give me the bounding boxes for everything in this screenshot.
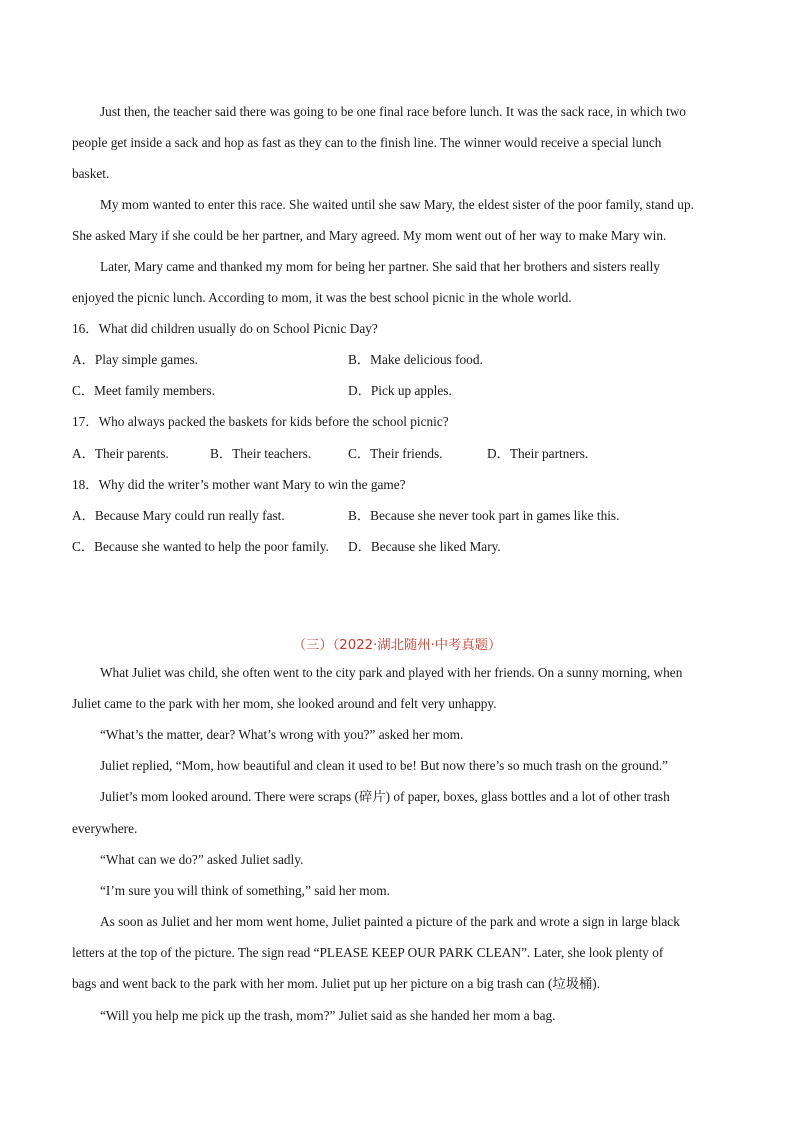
- answer-option: D．Their partners.: [487, 446, 589, 461]
- answer-option: A．Because Mary could run really fast.: [72, 508, 285, 523]
- question-stem: 17．Who always packed the baskets for kids before the school picnic?: [72, 414, 449, 429]
- section-heading: （三）（2022·湖北随州·中考真题）: [292, 638, 502, 653]
- passage-paragraph-line: people get inside a sack and hop as fast as they can to the finish line. The winner would receive a special lunch: [72, 135, 662, 150]
- passage-paragraph-line: My mom wanted to enter this race. She waited until she saw Mary, the eldest sister of the poor family, stand up.: [100, 197, 694, 212]
- passage-line: “What can we do?” asked Juliet sadly.: [100, 852, 304, 867]
- passage-paragraph-line: enjoyed the picnic lunch. According to mom, it was the best school picnic in the whole world.: [72, 290, 572, 305]
- answer-option: D．Because she liked Mary.: [348, 539, 501, 554]
- passage-line: “I’m sure you will think of something,” said her mom.: [100, 883, 390, 898]
- answer-option: B．Because she never took part in games like this.: [348, 508, 620, 523]
- passage-paragraph-line: Just then, the teacher said there was going to be one final race before lunch. It was the sack race, in which two: [100, 104, 686, 119]
- question-stem: 16．What did children usually do on School Picnic Day?: [72, 321, 378, 336]
- answer-option: B．Make delicious food.: [348, 352, 483, 367]
- passage-paragraph-line: basket.: [72, 166, 110, 181]
- passage-line: Juliet’s mom looked around. There were scraps (碎片) of paper, boxes, glass bottles and a lot of other trash: [100, 789, 670, 804]
- passage-line: As soon as Juliet and her mom went home, Juliet painted a picture of the park and wrote a sign in large black: [100, 914, 680, 929]
- answer-option: C．Meet family members.: [72, 383, 215, 398]
- passage-line: letters at the top of the picture. The sign read “PLEASE KEEP OUR PARK CLEAN”. Later, she look plenty of: [72, 945, 664, 960]
- passage-line: “Will you help me pick up the trash, mom?” Juliet said as she handed her mom a bag.: [100, 1008, 556, 1023]
- answer-option: C．Their friends.: [348, 446, 443, 461]
- answer-option: D．Pick up apples.: [348, 383, 452, 398]
- passage-line: Juliet came to the park with her mom, she looked around and felt very unhappy.: [72, 696, 497, 711]
- answer-option: B．Their teachers.: [210, 446, 312, 461]
- answer-option: C．Because she wanted to help the poor family.: [72, 539, 329, 554]
- passage-line: bags and went back to the park with her mom. Juliet put up her picture on a big trash can (垃圾桶).: [72, 976, 601, 991]
- passage-line: everywhere.: [72, 821, 138, 836]
- passage-paragraph-line: She asked Mary if she could be her partner, and Mary agreed. My mom went out of her way to make Mary win.: [72, 228, 667, 243]
- passage-line: “What’s the matter, dear? What’s wrong with you?” asked her mom.: [100, 727, 464, 742]
- question-stem: 18．Why did the writer’s mother want Mary to win the game?: [72, 477, 406, 492]
- answer-option: A．Play simple games.: [72, 352, 198, 367]
- answer-option: A．Their parents.: [72, 446, 169, 461]
- passage-line: Juliet replied, “Mom, how beautiful and clean it used to be! But now there’s so much trash on the ground.”: [100, 758, 668, 773]
- passage-paragraph-line: Later, Mary came and thanked my mom for being her partner. She said that her brothers and sisters really: [100, 259, 660, 274]
- passage-line: What Juliet was child, she often went to the city park and played with her friends. On a sunny morning, when: [100, 665, 683, 680]
